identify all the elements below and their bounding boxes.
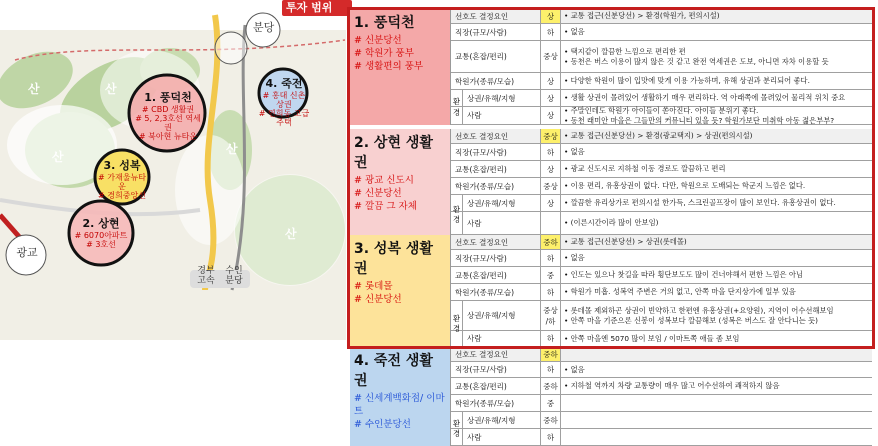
criteria-label: 상권/유해/지형 [463,301,541,330]
criteria-row [451,284,872,301]
criteria-row [451,178,872,195]
place-gyeongbu: 경부 고속 [197,266,215,286]
grade-cell: 중하 [541,412,561,428]
description-line: • 교통 접근(신분당선) > 상권(롯데몰) [564,237,687,247]
circle-tag: # 북아현 뉴타운 [138,132,198,142]
circle-tag: # 가재울뉴타운 [98,172,146,191]
grade-cell: 중하 [541,378,561,394]
description-line: • 없음 [564,27,585,37]
criteria-row [451,429,872,446]
criteria-label: 상권/유해/지형 [463,90,541,106]
criteria-row [451,412,872,429]
mountain-label: 산 [52,150,64,164]
description-line: • 교통 접근(신분당선) > 환경(학원가, 편의시설) [564,11,720,21]
environment-char: 환 [452,418,461,428]
criteria-row [451,235,872,250]
circle-tag: # 5, 2,3호선 역세권 [135,113,201,133]
criteria-description [564,235,870,249]
criteria-description [564,144,870,160]
mountain-label: 산 [226,142,238,156]
criteria-row [451,267,872,284]
criteria-description [564,41,870,72]
circle-title: 2. 상현 [82,217,120,230]
description-line: • 이용 편리, 유흥상권이 없다. 다만, 학원으로 도배되는 학군지 느낌은 없다. [564,181,806,191]
criteria-row [451,9,872,24]
area-title: 3. 성복 생활권 [354,241,433,277]
circle-title: 3. 성복 [103,159,141,172]
environment-char: 환 [452,204,461,214]
circle-tag: # 6070아파트 [74,230,128,240]
grade-cell: 중상 [541,129,561,143]
criteria-row [451,378,872,395]
criteria-label: 직장(규모/사람) [451,250,541,266]
grade-cell: 하 [541,144,561,160]
area-comparison-table [350,9,875,446]
criteria-row [451,129,872,144]
criteria-description [564,107,870,124]
area-block [350,129,872,235]
grade-cell: 중상 /하 [541,301,561,330]
criteria-row [451,161,872,178]
criteria-row [451,395,872,412]
grade-cell: 중 [541,267,561,283]
mountain-label: 산 [105,82,117,96]
criteria-description [564,250,870,266]
area-hashtag: # 광교 신도시 [354,175,414,186]
criteria-row [451,73,872,90]
environment-char: 환 [452,97,461,106]
criteria-label: 직장(규모/사람) [451,362,541,377]
description-line: • 안쪽 마을엔 5070 많이 보임 / 이마트쪽 애들 좀 보임 [564,333,740,343]
criteria-label: 사람 [463,429,541,445]
criteria-row [451,331,872,347]
criteria-description [564,212,870,234]
circle-seongbok[interactable] [96,160,148,200]
description-line: • 다양한 학원이 많이 입맛에 맞게 이용 가능하며, 유해 상권과 분리되어 좋다. [564,76,810,86]
environment-char: 경 [452,429,461,438]
description-line: • (이른시간이라 많이 안보임) [564,218,659,228]
description-line: • 동천 래미안 마을은 그들만의 커뮤니티 있을 듯? 학원가보단 미취학 아동 젊은부부? [564,115,835,125]
place-bundang: 분당 [253,21,275,34]
description-line: • 롯데몰 제외하곤 상권이 빈약하고 한편엔 유흥상권(+요양원), 지역이 어수선해보임 [564,306,834,316]
place-gwanggyo: 광교 [16,246,38,259]
area-title: 2. 상현 생활권 [354,135,433,171]
criteria-row [451,301,872,331]
description-line: • 안쪽 마을 기준으론 신봉이 성복보다 깔끔해보 (성복은 버스도 잘 안다니는 듯) [564,315,819,325]
criteria-description [564,178,870,194]
circle-tag: # 연희동 고급주택 [258,109,310,128]
criteria-label: 직장(규모/사람) [451,144,541,160]
criteria-description [564,129,870,143]
grade-cell: 중하 [541,347,561,361]
circle-tag: # CBD 생활권 [141,104,195,114]
description-line: • 없음 [564,253,585,263]
criteria-description [564,90,870,106]
criteria-description [564,429,870,445]
area-block [350,235,872,347]
area-hashtag: # 수인분당선 [354,418,411,430]
criteria-label: 학원가(종류/모습) [451,284,541,300]
mountain-label: 산 [285,227,297,241]
criteria-row [451,195,872,212]
criteria-label: 교통(혼잡/편리) [451,41,541,72]
criteria-row [451,24,872,41]
criteria-description [564,347,870,361]
criteria-label: 교통(혼잡/편리) [451,378,541,394]
criteria-label: 선호도 결정요인 [451,9,541,23]
criteria-row [451,362,872,378]
criteria-row [451,250,872,267]
criteria-description [564,267,870,283]
investment-range-tag: 투자 범위 [282,0,352,16]
criteria-label: 학원가(종류/모습) [451,178,541,194]
area-hashtag: # 신세계백화점/ 이마트 [354,393,445,417]
area-summary-cell [350,347,451,446]
mountain-label: 산 [28,82,40,96]
description-line: • 교통 접근(신분당선) > 환경(광교택지) > 상권(편의시설) [564,131,753,141]
description-line: • 동천은 버스 이용이 많지 않은 것 같고 완전 역세권은 도보, 아니면 자차 이용할 듯 [564,56,829,66]
criteria-label: 직장(규모/사람) [451,24,541,40]
criteria-description [564,412,870,428]
criteria-description [564,362,870,377]
criteria-row [451,107,872,125]
grade-cell: 하 [541,24,561,40]
criteria-label: 상권/유해/지형 [463,412,541,428]
criteria-label: 사람 [463,107,541,124]
circle-tag: # 경희중앙선 [98,191,146,201]
grade-cell: 중 [541,395,561,411]
criteria-label: 학원가(종류/모습) [451,73,541,89]
environment-char: 경 [452,107,461,117]
area-map [0,0,346,446]
grade-cell: 중상 [541,41,561,72]
description-line: • 광교 신도시로 지하철 이동 경로도 깔끔하고 편리 [564,164,726,174]
description-line: • 생활 상권이 몰려있어 생활하기 매우 편리하다. 역 아래쪽에 몰려있어 물리적 위치 중요 [564,93,846,103]
criteria-label: 사람 [463,331,541,346]
criteria-description [564,24,870,40]
map-background [0,0,346,446]
grade-cell: 하 [541,284,561,300]
area-summary-cell [350,129,451,235]
area-hashtag: # 신분당선 [354,35,402,46]
criteria-description [564,73,870,89]
area-hashtag: # 생활편의 풍부 [354,60,424,72]
circle-title: 1. 풍덕천 [144,91,192,104]
grade-cell: 하 [541,362,561,377]
criteria-row [451,90,872,107]
area-block [350,9,872,125]
grade-cell: 상 [541,195,561,211]
criteria-label: 선호도 결정요인 [451,235,541,249]
grade-cell: 중하 [541,235,561,249]
criteria-label: 선호도 결정요인 [451,347,541,361]
area-hashtag: # 학원가 풍부 [354,47,414,59]
circle-pungdeokcheon[interactable] [132,92,204,141]
criteria-label: 교통(혼잡/편리) [451,161,541,177]
criteria-description [564,161,870,177]
grade-cell: 상 [541,73,561,89]
grade-cell: 상 [541,90,561,106]
description-line: • 택지같이 깔끔한 느낌으로 편리한 편 [564,47,686,57]
grade-cell [541,212,561,234]
area-hashtag: # 깔끔 그 자체 [354,200,417,212]
circle-jukjeon[interactable] [258,78,310,127]
grade-cell: 상 [541,161,561,177]
description-line: • 학원가 미흡. 성복역 주변은 거의 없고, 안쪽 마을 단지상가에 일부 있음 [564,287,796,297]
environment-group-label [451,412,463,446]
criteria-row [451,347,872,362]
criteria-description [564,195,870,211]
description-line: • 깔끔한 유리상가로 편의시설 한가득, 스크린골프장이 많이 보인다. 유흥상권이 없다. [564,198,836,208]
description-line: • 인도는 있으나 찻길을 따라 횡단보도도 많이 건너야해서 편한 느낌은 아님 [564,270,803,280]
criteria-description [564,378,870,394]
environment-group-label [451,90,463,125]
environment-group-label [451,195,463,235]
criteria-row [451,144,872,161]
area-title: 1. 풍덕천 [354,15,415,31]
area-block [350,347,872,446]
circle-tag: # 3호선 [86,239,116,249]
criteria-label: 상권/유해/지형 [463,195,541,211]
criteria-description [564,395,870,411]
criteria-description [564,284,870,300]
description-line: • 주말인데도 학원가 아이들이 쏟아진다. 아이들 분위기 좋다. [564,106,759,116]
criteria-description [564,301,870,330]
grade-cell: 하 [541,331,561,346]
area-hashtag: # 신분당선 [354,293,402,305]
grade-cell: 하 [541,429,561,445]
area-summary-cell [350,9,451,125]
grade-cell: 중상 [541,178,561,194]
circle-title: 4. 죽전 [265,77,303,90]
grade-cell: 상 [541,107,561,124]
area-title: 4. 죽전 생활권 [354,353,433,389]
circle-tag: # 홍대 신촌 상권 [262,90,306,109]
grade-cell: 하 [541,250,561,266]
environment-group-label [451,301,463,347]
area-hashtag: # 신분당선 [354,187,402,199]
criteria-label: 교통(혼잡/편리) [451,267,541,283]
criteria-row [451,212,872,235]
criteria-label: 선호도 결정요인 [451,129,541,143]
description-line: • 없음 [564,364,585,374]
criteria-description [564,331,870,346]
criteria-label: 사람 [463,212,541,234]
environment-char: 경 [452,324,461,333]
place-suin: 수인 분당 [225,266,243,286]
criteria-description [564,9,870,23]
environment-char: 환 [452,313,461,323]
area-hashtag: # 롯데몰 [354,281,393,292]
criteria-label: 학원가(종류/모습) [451,395,541,411]
description-line: • 없음 [564,147,585,157]
circle-sanghyeon[interactable] [72,218,130,249]
environment-char: 경 [452,215,461,224]
description-line: • 지하철 역까지 차량 교통량이 매우 많고 어수선하여 쾌적하지 않음 [564,381,780,391]
grade-cell: 상 [541,9,561,23]
criteria-row [451,41,872,73]
area-summary-cell [350,235,451,347]
